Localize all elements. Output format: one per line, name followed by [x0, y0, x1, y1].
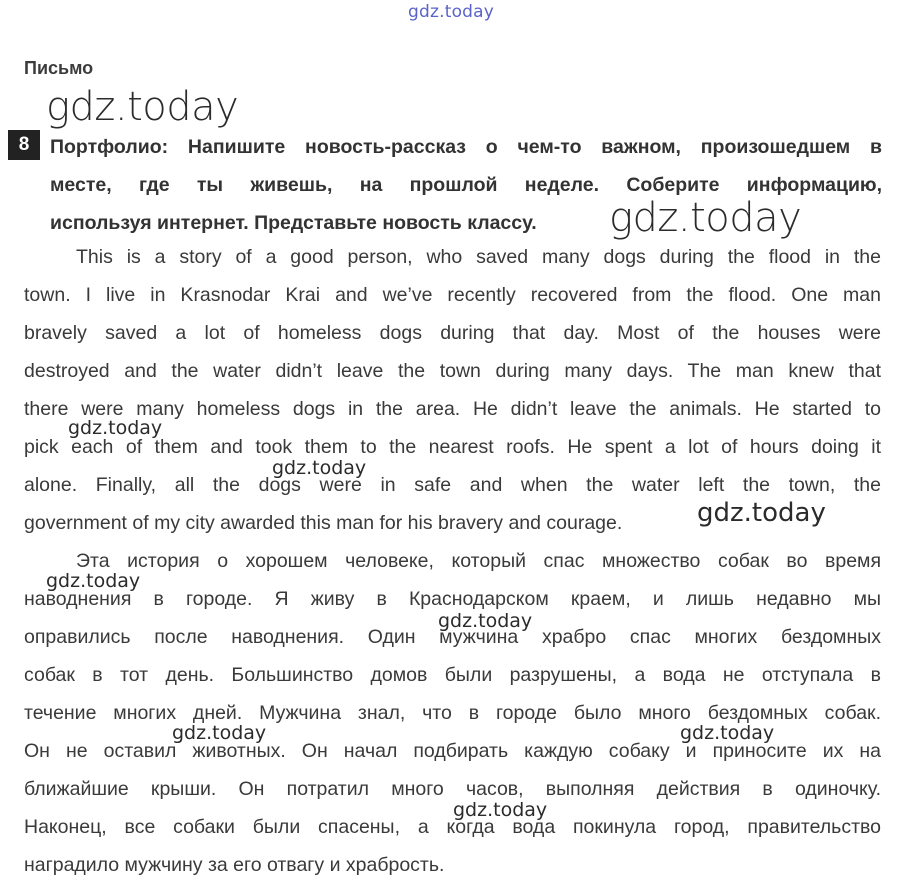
paragraph-line: Наконец, все собаки были спасены, а когда вода покинула город, правительство: [24, 816, 881, 838]
watermark: gdz.today: [46, 84, 239, 130]
paragraph-line: течение многих дней. Мужчина знал, что в городе было много бездомных собак.: [24, 702, 881, 724]
watermark: gdz.today: [272, 457, 367, 479]
russian-paragraph: [24, 542, 881, 884]
watermark: gdz.today: [438, 610, 533, 632]
watermark: gdz.today: [453, 799, 548, 821]
paragraph-line: Эта история о хорошем человеке, который спас множество собак во время: [76, 550, 881, 572]
watermark: gdz.today: [46, 570, 141, 592]
task-line: Портфолио: Напишите новость-рассказ о чем-то важном, произошедшем в: [50, 136, 882, 158]
paragraph-line: наводнения в городе. Я живу в Краснодарском краем, и лишь недавно мы: [24, 588, 881, 610]
paragraph-line: alone. Finally, all the dogs were in safe and when the water left the town, the: [24, 474, 881, 496]
paragraph-line: ближайшие крыши. Он потратил много часов, выполняя действия в одиночку.: [24, 778, 881, 800]
watermark: gdz.today: [680, 722, 775, 744]
section-title: Письмо: [24, 58, 94, 78]
watermark: gdz.today: [609, 195, 802, 241]
paragraph-line: bravely saved a lot of homeless dogs during that day. Most of the houses were: [24, 322, 881, 344]
paragraph-line: pick each of them and took them to the nearest roofs. He spent a lot of hours doing it: [24, 436, 881, 458]
paragraph-line: destroyed and the water didn’t leave the town during many days. The man knew that: [24, 360, 881, 382]
paragraph-line: собак в тот день. Большинство домов были разрушены, а вода не отступала в: [24, 664, 881, 686]
watermark: gdz.today: [172, 722, 267, 744]
watermark-top: gdz.today: [408, 2, 495, 22]
paragraph-line: Он не оставил животных. Он начал подбирать каждую собаку и приносите их на: [24, 740, 881, 762]
paragraph-line: government of my city awarded this man for his bravery and courage.: [24, 512, 623, 534]
paragraph-line: town. I live in Krasnodar Krai and we’ve recently recovered from the flood. One man: [24, 284, 881, 306]
paragraph-line: there were many homeless dogs in the area. He didn’t leave the animals. He started to: [24, 398, 881, 420]
task-number-badge: 8: [8, 130, 40, 160]
watermark: gdz.today: [68, 417, 163, 439]
paragraph-line: оправились после наводнения. Один мужчина храбро спас многих бездомных: [24, 626, 881, 648]
watermark: gdz.today: [697, 498, 826, 528]
paragraph-line: This is a story of a good person, who saved many dogs during the flood in the: [76, 246, 881, 268]
paragraph-line: наградило мужчину за его отвагу и храбрость.: [24, 854, 445, 876]
task-line: месте, где ты живешь, на прошлой неделе. Соберите информацию,: [50, 174, 882, 196]
english-paragraph: [24, 238, 881, 542]
task-line: используя интернет. Представьте новость классу.: [50, 212, 537, 234]
